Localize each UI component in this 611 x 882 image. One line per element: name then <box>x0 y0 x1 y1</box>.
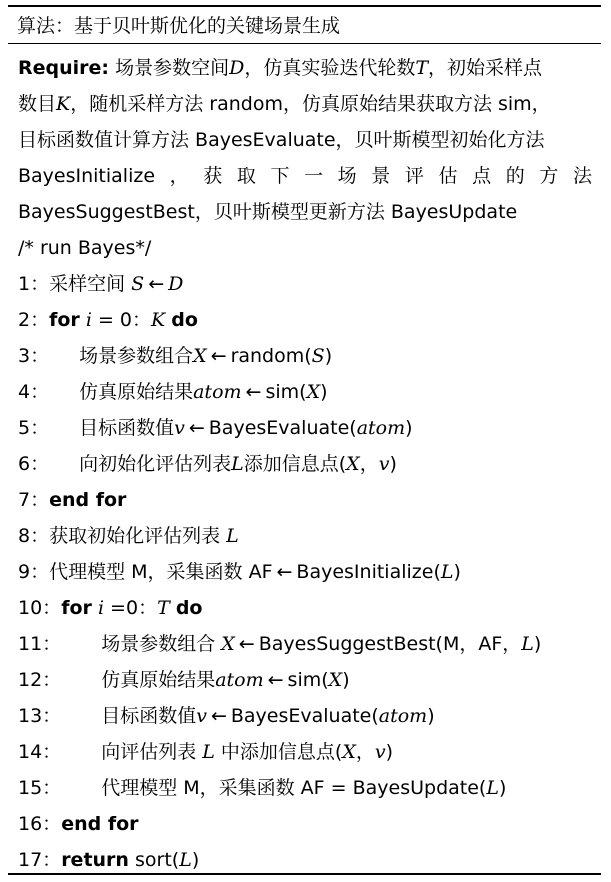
arrow-symbol: ← <box>210 345 227 367</box>
require-text: 数目 <box>18 93 57 115</box>
algo-line-3 <box>18 338 332 374</box>
math-var: D <box>168 273 184 295</box>
line-text: 目标函数值 <box>101 705 197 727</box>
algo-line-9 <box>18 554 461 590</box>
math-var: X <box>221 633 235 655</box>
function-call: sort( <box>135 849 180 871</box>
require-text: 场景参数空间 <box>115 57 230 79</box>
math-var: v <box>374 741 386 763</box>
math-var: v <box>196 705 207 727</box>
comment-line: /* run Bayes*/ <box>18 237 152 259</box>
line-text: 采样空间 <box>49 273 126 295</box>
require-line-3: 目标函数值计算方法 BayesEvaluate，贝叶斯模型初始化方法 <box>18 129 545 151</box>
math-var: L <box>231 453 244 475</box>
separator: ， <box>359 453 379 475</box>
math-var: K <box>151 309 166 331</box>
line-text: 仿真原始结果 <box>79 381 194 403</box>
arrow-symbol: ← <box>245 381 262 403</box>
paren: ) <box>324 345 333 367</box>
keyword-do: do <box>175 597 203 619</box>
math-var: v <box>174 417 185 439</box>
math-var: D <box>229 57 245 79</box>
function-call: BayesInitialize( <box>296 561 441 583</box>
algo-line-4 <box>18 374 328 410</box>
math-var: L <box>179 849 192 871</box>
math-var: atom <box>193 381 242 403</box>
function-call: random( <box>230 345 312 367</box>
line-number: 6： <box>18 453 50 475</box>
require-word: 估 <box>438 165 458 187</box>
math-var: X <box>306 381 321 403</box>
arrow-symbol: ← <box>210 705 227 727</box>
line-number: 5： <box>18 417 50 439</box>
math-var: X <box>193 345 207 367</box>
algo-line-14 <box>18 734 393 770</box>
paren: ) <box>533 633 542 655</box>
line-text: 中添加信息点( <box>220 741 343 763</box>
line-text: 场景参数组合 <box>101 633 216 655</box>
line-number: 3： <box>18 345 50 367</box>
require-text: ，随机采样方法 random，仿真原始结果获取方法 sim， <box>70 93 551 115</box>
line-number: 13： <box>18 705 62 727</box>
algo-line-11 <box>18 626 541 662</box>
algo-line-15 <box>18 770 506 806</box>
math-var: T <box>415 57 429 79</box>
arrow-symbol: ← <box>238 633 255 655</box>
require-word: 一 <box>304 165 324 187</box>
line-text: 获取初始化评估列表 <box>49 525 221 547</box>
line-text: 仿真原始结果 <box>101 669 216 691</box>
algo-line-12 <box>18 662 350 698</box>
function-call: BayesEvaluate( <box>208 417 357 439</box>
math-var: L <box>521 633 534 655</box>
paren: ) <box>453 561 461 583</box>
math-var: L <box>486 777 499 799</box>
math-var: X <box>346 453 360 475</box>
line-number: 16： <box>18 813 62 835</box>
algo-line-13 <box>18 698 435 734</box>
line-number: 10： <box>18 597 62 619</box>
paren: ) <box>389 453 397 475</box>
arrow-symbol: ← <box>276 561 293 583</box>
keyword-end-for: end for <box>49 489 127 511</box>
paren: ) <box>342 669 350 691</box>
algo-line-6 <box>18 446 397 482</box>
algo-line-16 <box>18 806 139 842</box>
line-text: 向评估列表 <box>101 741 197 763</box>
line-text: 向初始化评估列表 <box>79 453 232 475</box>
require-line-1 <box>18 50 592 86</box>
algo-line-5 <box>18 410 413 446</box>
algo-line-10 <box>18 590 202 626</box>
math-var: L <box>440 561 454 583</box>
separator: ， <box>355 741 375 763</box>
arrow-symbol: ← <box>188 417 205 439</box>
require-word: ， <box>169 165 189 187</box>
function-call: BayesSuggestBest(M，AF， <box>258 633 522 655</box>
math-var: T <box>157 597 170 619</box>
require-word: 获 <box>203 165 223 187</box>
paren: ) <box>498 777 507 799</box>
paren: ) <box>427 705 435 727</box>
keyword-for: for <box>49 309 80 331</box>
line-text: 添加信息点( <box>243 453 347 475</box>
keyword-return: return <box>61 849 129 871</box>
require-word: 方 <box>539 165 559 187</box>
line-number: 15： <box>18 777 62 799</box>
require-word: 法 <box>572 165 592 187</box>
math-var: L <box>226 525 239 547</box>
math-var: X <box>328 669 343 691</box>
arrow-symbol: ← <box>148 273 165 295</box>
line-text: 目标函数值 <box>79 417 175 439</box>
keyword-end-for: end for <box>61 813 139 835</box>
line-number: 2： <box>18 309 50 331</box>
line-text: =0： <box>104 597 158 619</box>
keyword-for: for <box>61 597 92 619</box>
require-word: 的 <box>505 165 525 187</box>
require-word: BayesInitialize <box>18 165 156 187</box>
require-text: ，仿真实验迭代轮数 <box>244 57 416 79</box>
require-word: 场 <box>337 165 357 187</box>
line-number: 17： <box>18 849 62 871</box>
require-word: 下 <box>270 165 290 187</box>
line-text: = 0： <box>91 309 152 331</box>
line-number: 8： <box>18 525 50 547</box>
line-number: 7： <box>18 489 50 511</box>
require-word: 点 <box>472 165 492 187</box>
line-text: 场景参数组合 <box>79 345 194 367</box>
line-number: 4： <box>18 381 50 403</box>
line-text: 代理模型 M，采集函数 AF <box>49 561 273 583</box>
require-line-4 <box>18 158 592 194</box>
math-var: L <box>202 741 215 763</box>
math-var: S <box>311 345 325 367</box>
paren: ) <box>405 417 413 439</box>
require-word: 景 <box>371 165 391 187</box>
math-var: X <box>342 741 356 763</box>
paren: ) <box>320 381 328 403</box>
line-number: 12： <box>18 669 62 691</box>
math-var: atom <box>378 705 428 727</box>
algo-line-7 <box>18 482 126 518</box>
require-line-2 <box>18 86 592 122</box>
keyword-do: do <box>171 309 198 331</box>
algorithm-title: 算法：基于贝叶斯优化的关键场景生成 <box>8 9 601 44</box>
math-var: v <box>378 453 390 475</box>
algorithm-box <box>8 5 601 875</box>
math-var: K <box>56 93 71 115</box>
math-var: i <box>97 597 105 619</box>
line-text: 代理模型 M，采集函数 AF = BayesUpdate( <box>101 777 487 799</box>
math-var: atom <box>356 417 406 439</box>
require-keyword: Require: <box>18 57 110 79</box>
math-var: atom <box>215 669 264 691</box>
arrow-symbol: ← <box>267 669 284 691</box>
algo-line-1 <box>18 266 183 302</box>
line-number: 1： <box>18 273 50 295</box>
line-number: 14： <box>18 741 62 763</box>
line-number: 11： <box>18 633 62 655</box>
function-call: sim( <box>287 669 329 691</box>
algo-line-2 <box>18 302 198 338</box>
function-call: sim( <box>265 381 307 403</box>
require-word: 取 <box>236 165 256 187</box>
require-text: ，初始采样点 <box>428 57 543 79</box>
math-var: S <box>131 273 145 295</box>
math-var: i <box>85 309 92 331</box>
require-word: 评 <box>404 165 424 187</box>
algo-line-17 <box>18 842 199 878</box>
require-line-5: BayesSuggestBest，贝叶斯模型更新方法 BayesUpdate <box>18 201 518 223</box>
line-number: 9： <box>18 561 50 583</box>
function-call: BayesEvaluate( <box>230 705 379 727</box>
paren: ) <box>385 741 394 763</box>
algo-line-8 <box>18 518 239 554</box>
paren: ) <box>191 849 200 871</box>
